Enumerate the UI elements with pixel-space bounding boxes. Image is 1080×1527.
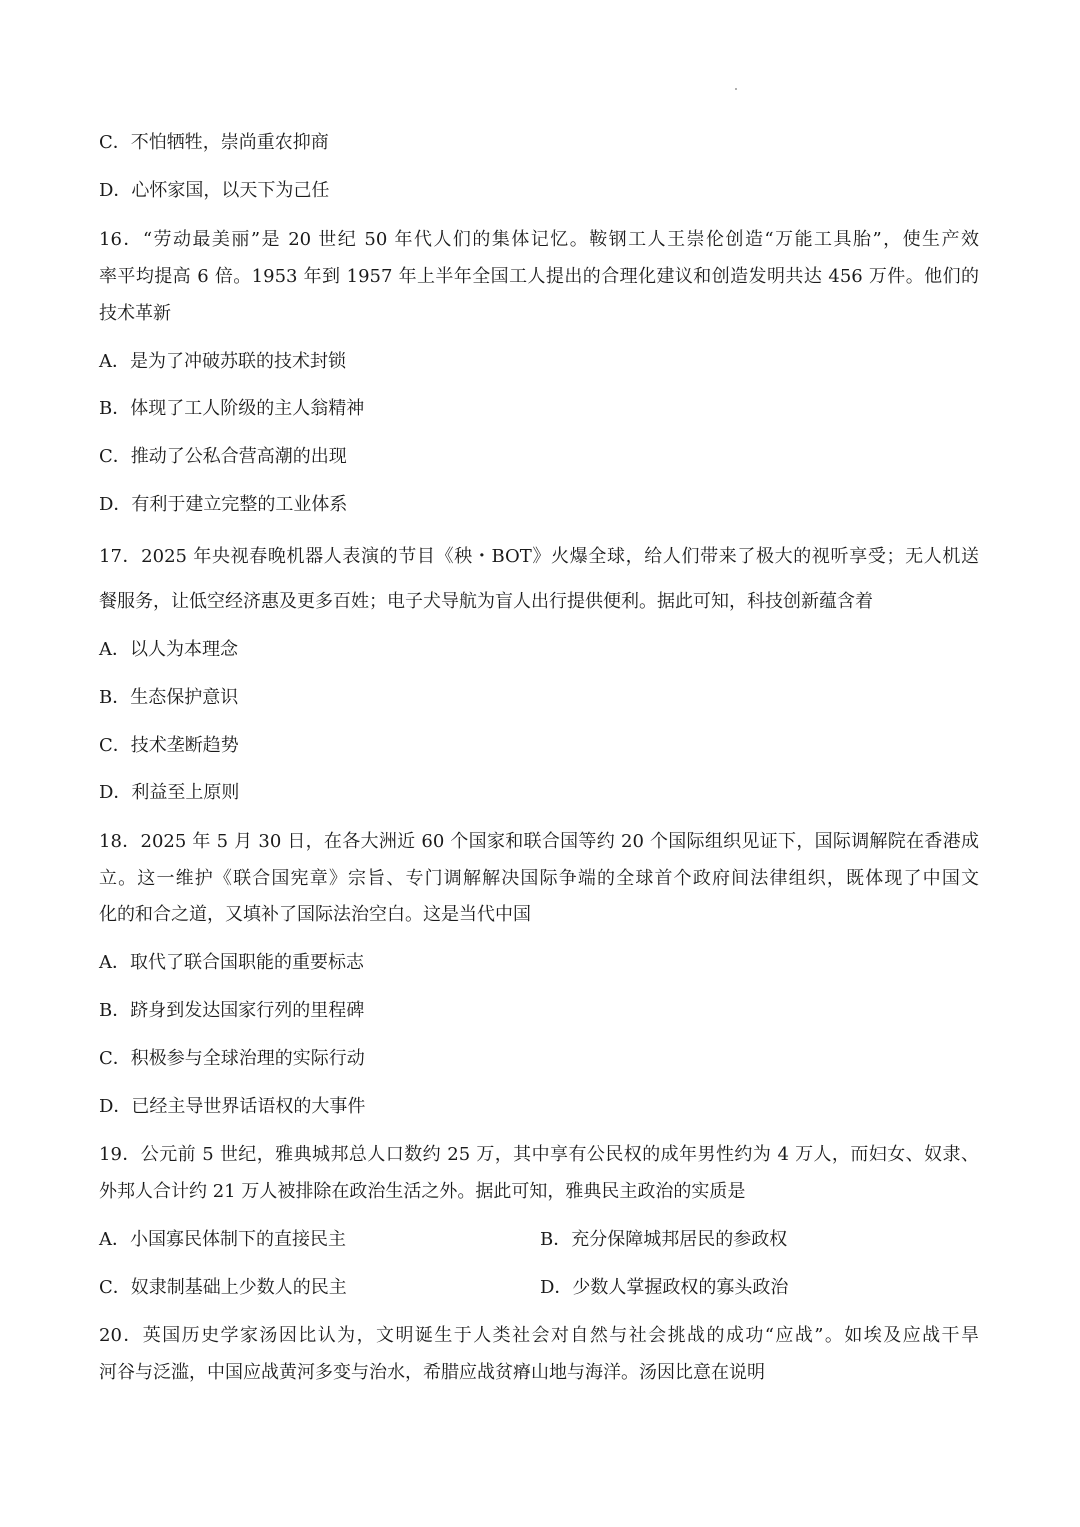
q16-option-d: D．有利于建立完整的工业体系	[99, 494, 348, 515]
q19-option-c: C．奴隶制基础上少数人的民主	[99, 1277, 347, 1298]
q20-stem-line-2: 河谷与泛滥，中国应战黄河多变与治水，希腊应战贫瘠山地与海洋。汤因比意在说明	[99, 1362, 765, 1383]
q17-stem-line-2: 餐服务，让低空经济惠及更多百姓；电子犬导航为盲人出行提供便利。据此可知，科技创新蕴含着	[99, 591, 873, 612]
q19-option-d: D．少数人掌握政权的寡头政治	[540, 1277, 789, 1298]
q17-option-a: A．以人为本理念	[99, 639, 238, 660]
q16-option-a: A．是为了冲破苏联的技术封锁	[99, 351, 346, 372]
q16-stem-line-2: 率平均提高 6 倍。1953 年到 1957 年上半年全国工人提出的合理化建议和创造发明共达 456 万件。他们的	[99, 266, 979, 287]
q19-option-b: B．充分保障城邦居民的参政权	[540, 1229, 788, 1250]
q18-stem-line-3: 化的和合之道，又填补了国际法治空白。这是当代中国	[99, 904, 531, 925]
q18-stem-line-2: 立。这一维护《联合国宪章》宗旨、专门调解解决国际争端的全球首个政府间法律组织，既体现了中国文	[99, 868, 979, 889]
q19-stem-line-1: 19．公元前 5 世纪，雅典城邦总人口数约 25 万，其中享有公民权的成年男性约为 4 万人，而妇女、奴隶、	[99, 1144, 979, 1165]
q15-option-d: D．心怀家国，以天下为己任	[99, 180, 330, 201]
q18-option-d: D．已经主导世界话语权的大事件	[99, 1096, 366, 1117]
q18-stem-line-1: 18．2025 年 5 月 30 日，在各大洲近 60 个国家和联合国等约 20 个国际组织见证下，国际调解院在香港成	[99, 831, 979, 852]
q18-option-b: B．跻身到发达国家行列的里程碑	[99, 1000, 365, 1021]
q17-stem-line-1: 17．2025 年央视春晚机器人表演的节目《秧・BOT》火爆全球，给人们带来了极大的视听享受；无人机送	[99, 546, 979, 567]
q17-option-c: C．技术垄断趋势	[99, 735, 239, 756]
q18-option-c: C．积极参与全球治理的实际行动	[99, 1048, 365, 1069]
q18-option-a: A．取代了联合国职能的重要标志	[99, 952, 364, 973]
q16-option-c: C．推动了公私合营高潮的出现	[99, 446, 347, 467]
q16-stem-line-1: 16．“劳动最美丽”是 20 世纪 50 年代人们的集体记忆。鞍钢工人王崇伦创造“万能工具胎”，使生产效	[99, 229, 979, 250]
q16-stem-line-3: 技术革新	[99, 303, 171, 324]
q16-option-b: B．体现了工人阶级的主人翁精神	[99, 398, 365, 419]
q19-stem-line-2: 外邦人合计约 21 万人被排除在政治生活之外。据此可知，雅典民主政治的实质是	[99, 1181, 746, 1202]
scan-dot	[735, 88, 737, 90]
q20-stem-line-1: 20．英国历史学家汤因比认为，文明诞生于人类社会对自然与社会挑战的成功“应战”。如埃及应战干旱	[99, 1325, 979, 1346]
q17-option-d: D．利益至上原则	[99, 782, 240, 803]
q15-option-c: C．不怕牺牲，崇尚重农抑商	[99, 132, 329, 153]
q19-option-a: A．小国寡民体制下的直接民主	[99, 1229, 346, 1250]
q17-option-b: B．生态保护意识	[99, 687, 239, 708]
